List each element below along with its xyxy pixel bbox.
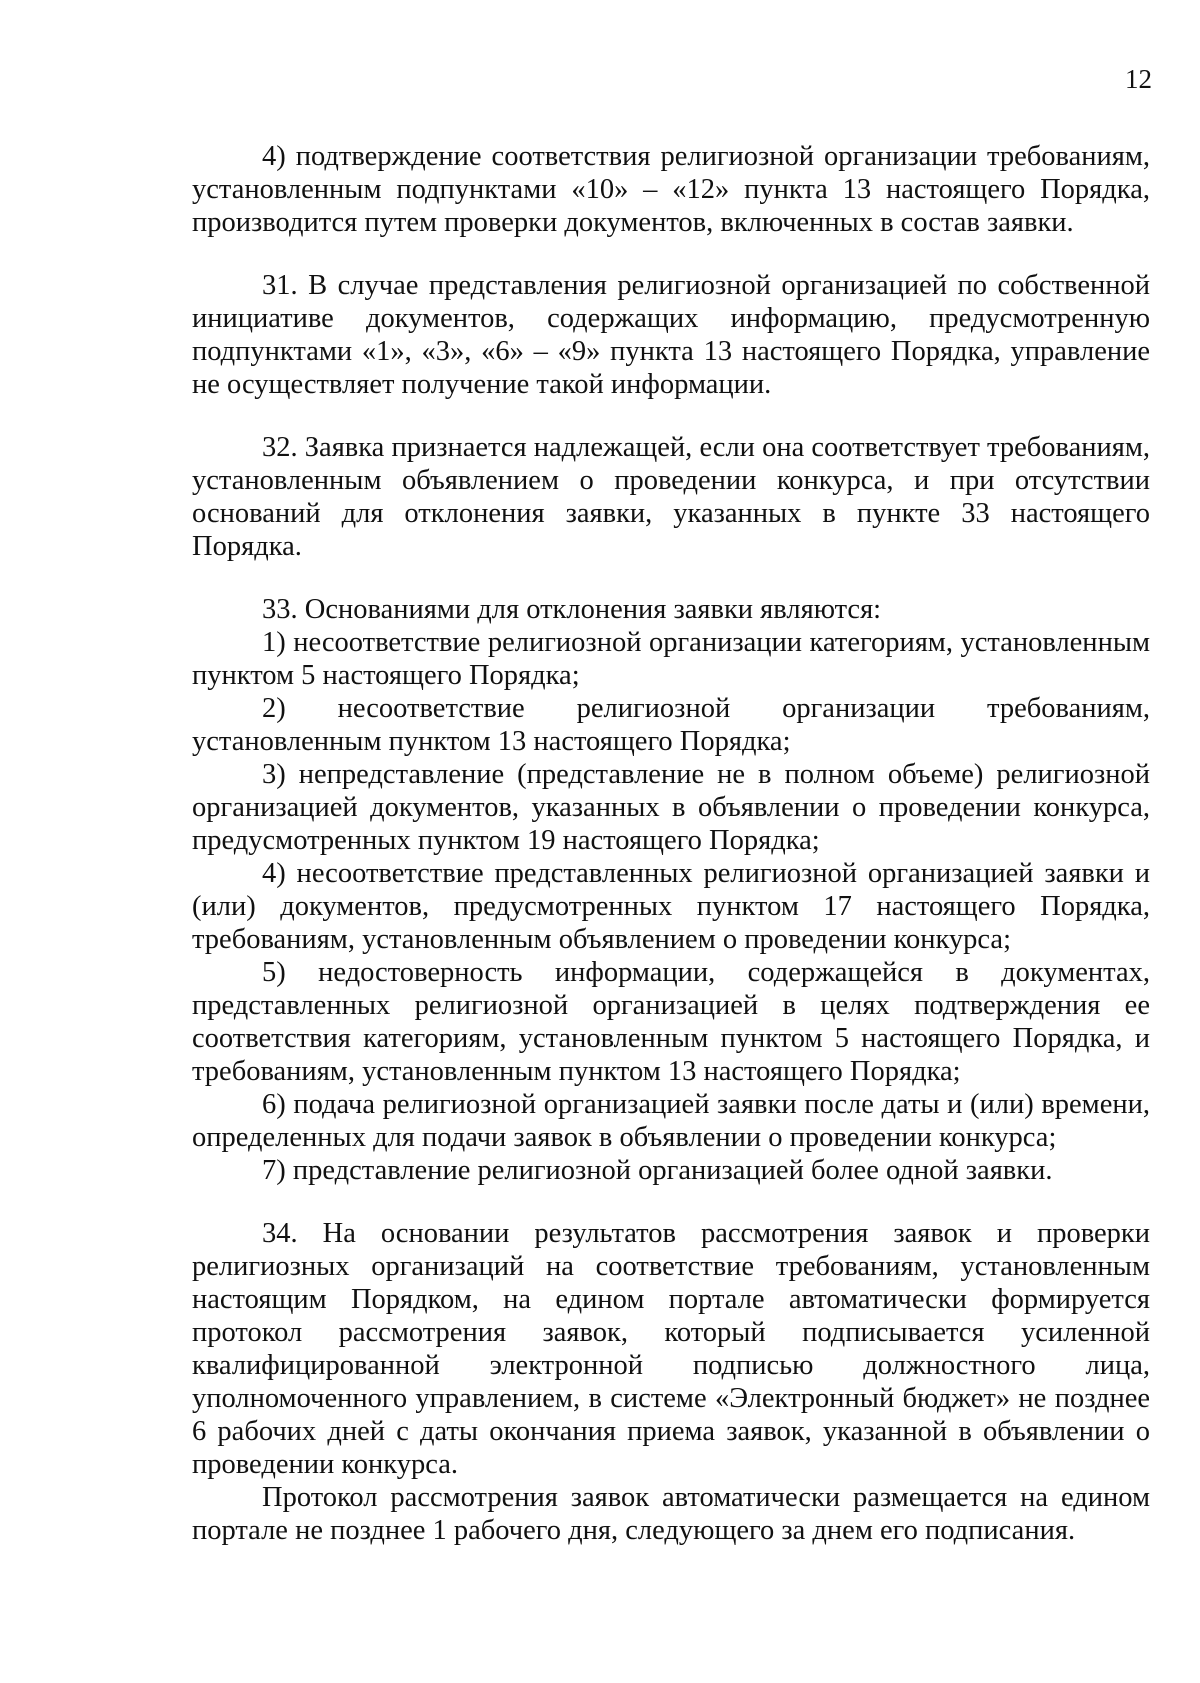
paragraph-33-item-1: 1) несоответствие религиозной организации категориям, установленным пунктом 5 настоящего Порядка; (192, 627, 1150, 691)
paragraph-33-item-4: 4) несоответствие представленных религиозной организацией заявки и (или) документов, предусмотренных пунктом 17 настоящего Порядка, требованиям, установленным объявлением о проведении конкурса; (192, 858, 1150, 955)
paragraph-subitem-4: 4) подтверждение соответствия религиозной организации требованиям, установленным подпунктами «10» – «12» пункта 13 настоящего Порядка, производится путем проверки документов, включенных в состав заявки. (192, 141, 1150, 238)
paragraph-34-continuation: Протокол рассмотрения заявок автоматически размещается на едином портале не позднее 1 рабочего дня, следующего за днем его подписания. (192, 1482, 1150, 1546)
page-number: 12 (1125, 64, 1152, 94)
paragraph-33-item-5: 5) недостоверность информации, содержащейся в документах, представленных религиозной организацией в целях подтверждения ее соответствия категориям, установленным пунктом 5 настоящего Порядка, и требованиям, установленным пунктом 13 настоящего Порядка; (192, 957, 1150, 1087)
paragraph-32: 32. Заявка признается надлежащей, если она соответствует требованиям, установленным объявлением о проведении конкурса, и при отсутствии оснований для отклонения заявки, указанных в пункте 33 настоящего Порядка. (192, 432, 1150, 562)
paragraph-33-item-6: 6) подача религиозной организацией заявки после даты и (или) времени, определенных для подачи заявок в объявлении о проведении конкурса; (192, 1089, 1150, 1153)
document-body (192, 140, 1150, 1547)
paragraph-33-item-7: 7) представление религиозной организацией более одной заявки. (262, 1155, 1053, 1186)
paragraph-31: 31. В случае представления религиозной организацией по собственной инициативе документов, содержащих информацию, предусмотренную подпунктами «1», «3», «6» – «9» пункта 13 настоящего Порядка, управление не осуществляет получение такой информации. (192, 270, 1150, 400)
paragraph-33-item-2: 2) несоответствие религиозной организации требованиям, установленным пунктом 13 настоящего Порядка; (192, 693, 1150, 757)
paragraph-33-heading: 33. Основаниями для отклонения заявки являются: (262, 594, 882, 625)
paragraph-34: 34. На основании результатов рассмотрения заявок и проверки религиозных организаций на соответствие требованиям, установленным настоящим Порядком, на едином портале автоматически формируется протокол рассмотрения заявок, который подписывается усиленной квалифицированной электронной подписью должностного лица, уполномоченного управлением, в системе «Электронный бюджет» не позднее 6 рабочих дней с даты окончания приема заявок, указанной в объявлении о проведении конкурса. (192, 1218, 1150, 1480)
paragraph-33-item-3: 3) непредставление (представление не в полном объеме) религиозной организацией документов, указанных в объявлении о проведении конкурса, предусмотренных пунктом 19 настоящего Порядка; (192, 759, 1150, 856)
